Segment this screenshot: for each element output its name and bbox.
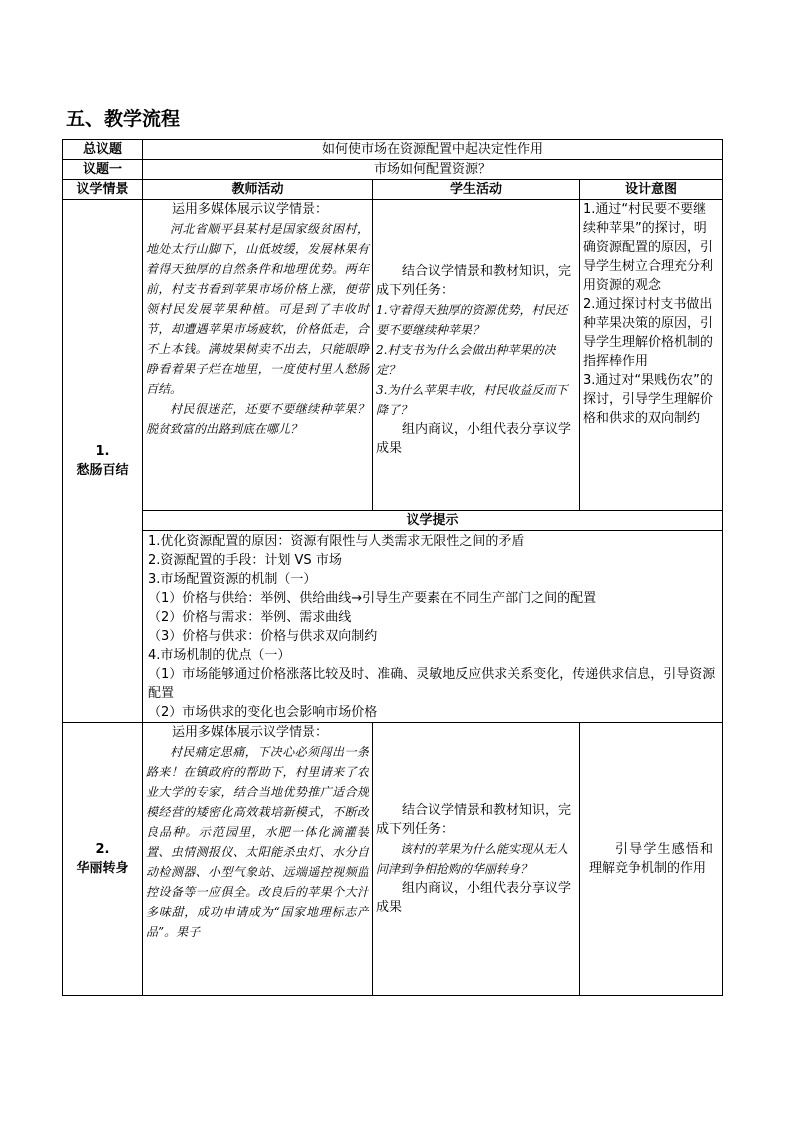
col-header-teacher: 教师活动 (143, 180, 373, 200)
tip-line: （2）价格与需求：举例、需求曲线 (148, 610, 352, 625)
teacher-activity-1 (143, 200, 373, 511)
tip-line: （2）市场供求的变化也会影响市场价格 (148, 705, 378, 720)
tip-line: （1）市场能够通过价格涨落比较及时、准确、灵敏地反应供求关系变化，传递供求信息，引导资源配置 (148, 667, 716, 701)
scenario-row-1 (63, 200, 723, 511)
student-task: 1.守着得天独厚的资源优势，村民还要不要继续种苹果？ (376, 303, 568, 337)
scenario-number: 2. (95, 842, 110, 857)
student-outro: 组内商议，小组代表分享议学成果 (376, 881, 572, 915)
teacher-story-paragraph: 河北省顺平县某村是国家级贫困村，地处太行山脚下，山低坡缓，发展林果有着得天独厚的自然条件和地理优势。两年前，村支书看到苹果市场价格上涨，便带领村民发展苹果种植。可是到了丰收时节，却遭遇苹果市场疲软，价格低走，合不上本钱。满坡果树卖不出去，只能眼睁睁看着果子烂在地里，一度使村里人愁肠百结。 (146, 222, 369, 396)
total-topic-row (63, 140, 723, 160)
teacher-activity-2 (143, 723, 373, 996)
tip-line: （3）价格与供求：价格与供求双向制约 (148, 629, 378, 644)
scenario-name: 愁肠百结 (76, 463, 129, 478)
scenario-label-2 (63, 723, 143, 996)
tip-line: 1.优化资源配置的原因：资源有限性与人类需求无限性之间的矛盾 (148, 534, 525, 549)
tip-line: 2.资源配置的手段：计划 VS 市场 (148, 553, 342, 568)
sub-topic-label: 议题一 (63, 160, 143, 180)
teaching-flow-table (62, 139, 723, 996)
tip-line: （1）价格与供给：举例、供给曲线→引导生产要素在不同生产部门之间的配置 (148, 591, 597, 606)
column-header-row (63, 180, 723, 200)
teacher-story-paragraph: 村民痛定思痛，下决心必须闯出一条路来！在镇政府的帮助下，村里请来了农业大学的专家，结合当地优势推广适合规模经营的矮密化高效栽培新模式，不断改良品种。示范园里，水肥一体化滴灌装置、虫情测报仪、太阳能杀虫灯、水分自动检测器、小型气象站、远端遥控视频监控设备等一应俱全。改良后的苹果个大汁多味甜，成功申请成为“国家地理标志产品”。果子 (146, 745, 369, 939)
teacher-activity-2-clip (146, 723, 369, 995)
student-task: 3.为什么苹果丰收，村民收益反而下降了？ (376, 383, 568, 417)
design-intent-1 (580, 200, 723, 511)
tip-line: 4.市场机制的优点（一） (148, 648, 291, 663)
tips-title: 议学提示 (143, 511, 722, 531)
design-intent-2 (580, 723, 723, 996)
teacher-intro: 运用多媒体展示议学情景： (172, 725, 329, 740)
col-header-student: 学生活动 (373, 180, 580, 200)
scenario-name: 华丽转身 (76, 861, 129, 876)
student-intro: 结合议学情景和教材知识，完成下列任务： (376, 264, 572, 298)
teacher-intro: 运用多媒体展示议学情景： (172, 202, 329, 217)
col-header-scenario: 议学情景 (63, 180, 143, 200)
tip-line: 3.市场配置资源的机制（一） (148, 572, 317, 587)
student-outro: 组内商议，小组代表分享议学成果 (376, 422, 572, 456)
teacher-story-paragraph: 村民很迷茫，还要不要继续种苹果？脱贫致富的出路到底在哪儿？ (146, 402, 369, 436)
student-task: 该村的苹果为什么能实现从无人问津到争相抢购的华丽转身？ (376, 842, 569, 876)
scenario-number: 1. (95, 444, 110, 459)
sub-topic-row (63, 160, 723, 180)
intent-item: 引导学生感悟和理解竞争机制的作用 (589, 842, 714, 876)
student-activity-2 (373, 723, 580, 996)
section-title: 五、教学流程 (66, 108, 181, 130)
tips-cell (143, 511, 723, 723)
student-activity-1 (373, 200, 580, 511)
tips-body (143, 531, 722, 722)
scenario-label-1 (63, 200, 143, 723)
tips-row (63, 511, 723, 723)
scenario-row-2 (63, 723, 723, 996)
total-topic-label: 总议题 (63, 140, 143, 160)
sub-topic: 市场如何配置资源？ (143, 160, 723, 180)
student-intro: 结合议学情景和教材知识，完成下列任务： (376, 803, 572, 837)
total-topic: 如何使市场在资源配置中起决定性作用 (143, 140, 723, 160)
student-task: 2.村支书为什么会做出种苹果的决定？ (376, 343, 556, 377)
intent-item: 2.通过探讨村支书做出种苹果决策的原因，引导学生理解价格机制的指挥棒作用 (583, 297, 714, 369)
intent-item: 1.通过“村民要不要继续种苹果”的探讨，明确资源配置的原因，引导学生树立合理充分利用资源的观念 (583, 202, 714, 293)
intent-item: 3.通过对“果贱伤农”的探讨，引导学生理解价格和供求的双向制约 (583, 373, 714, 426)
col-header-intent: 设计意图 (580, 180, 723, 200)
